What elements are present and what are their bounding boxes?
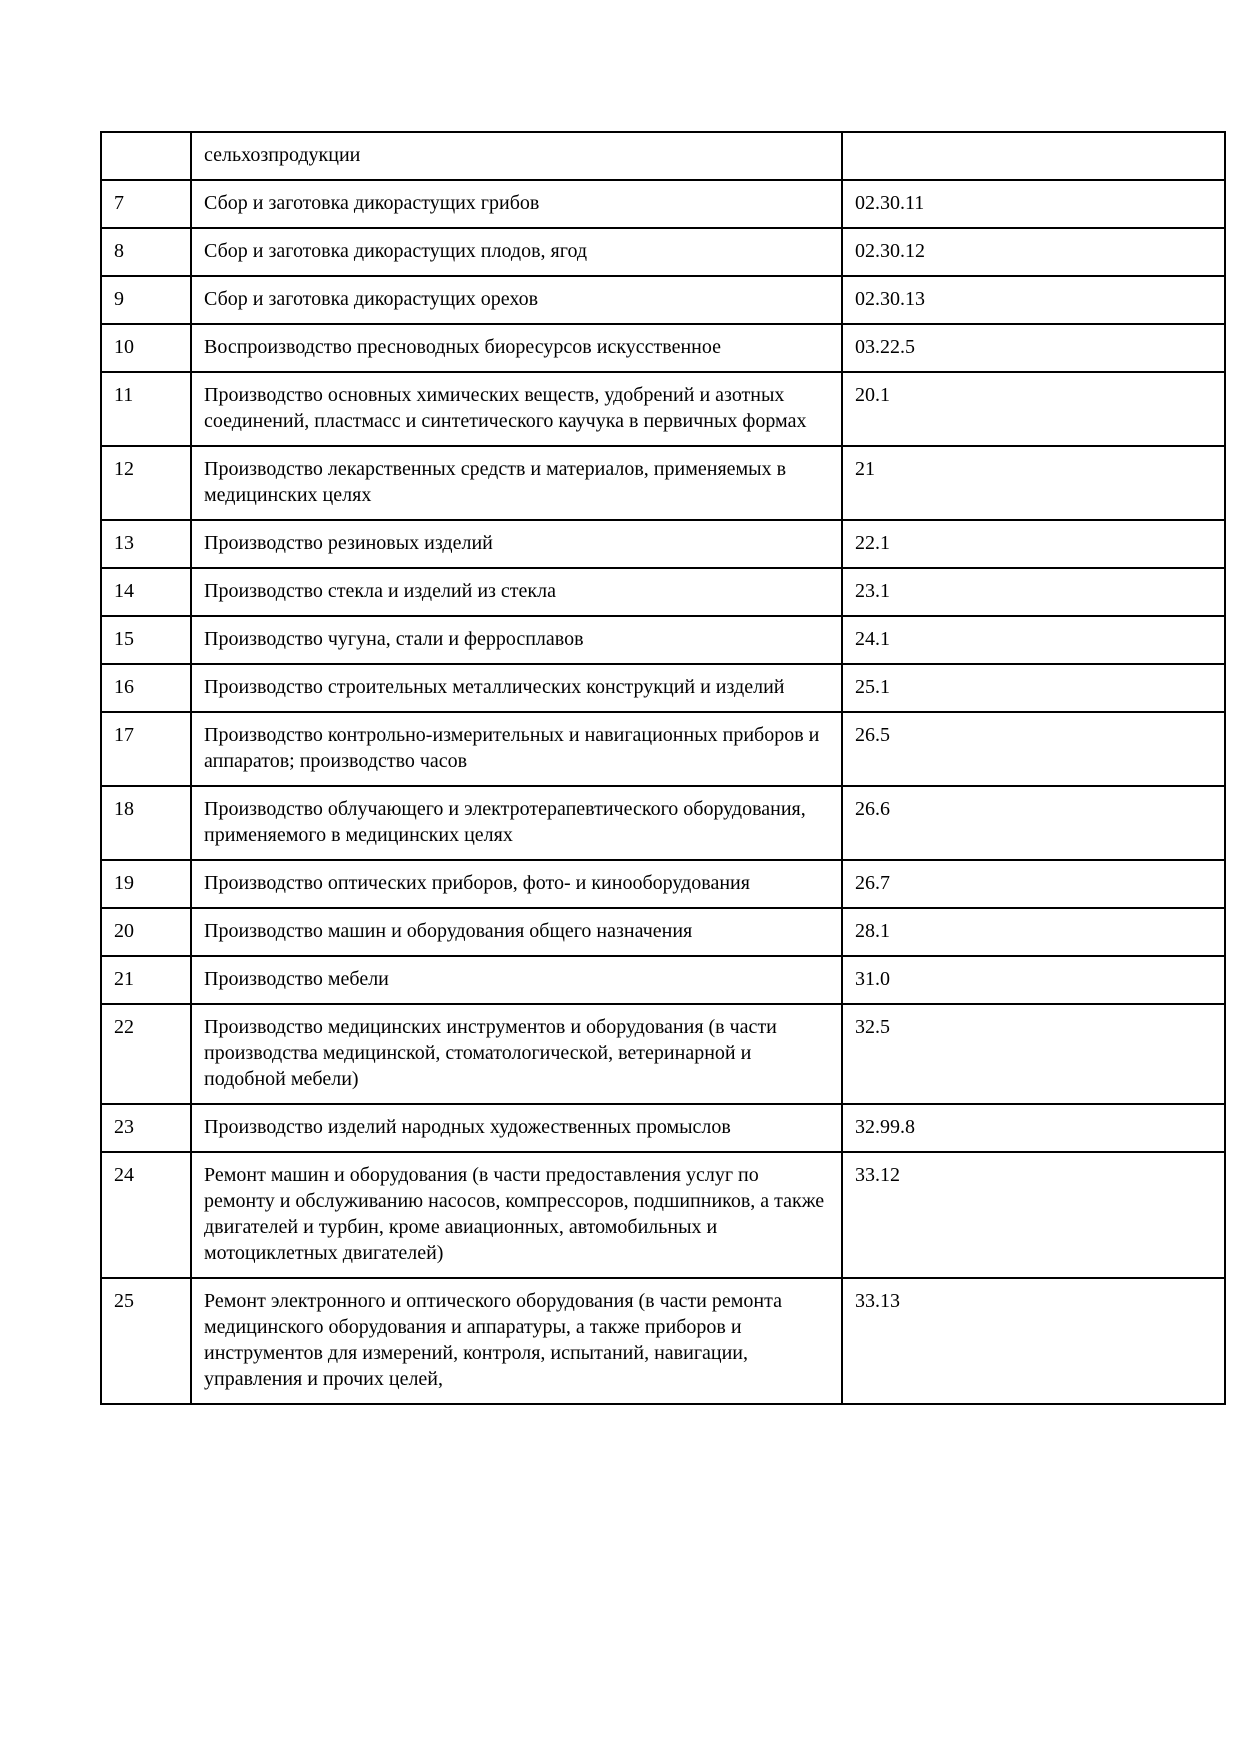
table-row xyxy=(101,1004,1225,1104)
activity-name-cell: Производство оптических приборов, фото- и кинооборудования xyxy=(191,860,842,908)
activities-codes-table xyxy=(100,131,1226,1405)
activity-name-cell: Производство резиновых изделий xyxy=(191,520,842,568)
okved-code-cell: 02.30.13 xyxy=(842,276,1225,324)
row-number-cell: 23 xyxy=(101,1104,191,1152)
table-row xyxy=(101,568,1225,616)
table-row xyxy=(101,324,1225,372)
table-row xyxy=(101,276,1225,324)
table-row xyxy=(101,1104,1225,1152)
table-row xyxy=(101,1152,1225,1278)
row-number-cell: 21 xyxy=(101,956,191,1004)
activity-name-cell: Сбор и заготовка дикорастущих грибов xyxy=(191,180,842,228)
table-row xyxy=(101,956,1225,1004)
okved-code-cell xyxy=(842,132,1225,180)
table-row xyxy=(101,908,1225,956)
activity-name-cell: Производство мебели xyxy=(191,956,842,1004)
activity-name-cell: Сбор и заготовка дикорастущих плодов, ягод xyxy=(191,228,842,276)
row-number-cell: 19 xyxy=(101,860,191,908)
row-number-cell: 8 xyxy=(101,228,191,276)
row-number-cell: 16 xyxy=(101,664,191,712)
row-number-cell: 20 xyxy=(101,908,191,956)
okved-code-cell: 23.1 xyxy=(842,568,1225,616)
row-number-cell: 14 xyxy=(101,568,191,616)
activity-name-cell: Производство стекла и изделий из стекла xyxy=(191,568,842,616)
table-body xyxy=(101,132,1225,1404)
row-number-cell: 25 xyxy=(101,1278,191,1404)
row-number-cell xyxy=(101,132,191,180)
table-row xyxy=(101,664,1225,712)
activity-name-cell: Производство лекарственных средств и материалов, применяемых в медицинских целях xyxy=(191,446,842,520)
activity-name-cell: Производство изделий народных художественных промыслов xyxy=(191,1104,842,1152)
row-number-cell: 9 xyxy=(101,276,191,324)
row-number-cell: 17 xyxy=(101,712,191,786)
activity-name-cell: Производство основных химических веществ, удобрений и азотных соединений, пластмасс и синтетического каучука в первичных формах xyxy=(191,372,842,446)
row-number-cell: 15 xyxy=(101,616,191,664)
okved-code-cell: 22.1 xyxy=(842,520,1225,568)
okved-code-cell: 20.1 xyxy=(842,372,1225,446)
okved-code-cell: 28.1 xyxy=(842,908,1225,956)
table-row xyxy=(101,520,1225,568)
table-row xyxy=(101,180,1225,228)
activity-name-cell: Воспроизводство пресноводных биоресурсов искусственное xyxy=(191,324,842,372)
row-number-cell: 11 xyxy=(101,372,191,446)
okved-code-cell: 26.5 xyxy=(842,712,1225,786)
okved-code-cell: 25.1 xyxy=(842,664,1225,712)
activity-name-cell: Ремонт машин и оборудования (в части предоставления услуг по ремонту и обслуживанию насосов, компрессоров, подшипников, а также двигателей и турбин, кроме авиационных, автомобильных и мотоциклетных двигателей) xyxy=(191,1152,842,1278)
activity-name-cell: Производство облучающего и электротерапевтического оборудования, применяемого в медицинских целях xyxy=(191,786,842,860)
row-number-cell: 10 xyxy=(101,324,191,372)
table-row xyxy=(101,860,1225,908)
table-row xyxy=(101,372,1225,446)
okved-code-cell: 21 xyxy=(842,446,1225,520)
activity-name-cell: Ремонт электронного и оптического оборудования (в части ремонта медицинского оборудования и аппаратуры, а также приборов и инструментов для измерений, контроля, испытаний, навигации, управления и прочих целей, xyxy=(191,1278,842,1404)
row-number-cell: 22 xyxy=(101,1004,191,1104)
activity-name-cell: Сбор и заготовка дикорастущих орехов xyxy=(191,276,842,324)
row-number-cell: 12 xyxy=(101,446,191,520)
table-row xyxy=(101,786,1225,860)
okved-code-cell: 02.30.12 xyxy=(842,228,1225,276)
table-row xyxy=(101,446,1225,520)
activity-name-cell: сельхозпродукции xyxy=(191,132,842,180)
activity-name-cell: Производство строительных металлических конструкций и изделий xyxy=(191,664,842,712)
table-row xyxy=(101,712,1225,786)
okved-code-cell: 33.12 xyxy=(842,1152,1225,1278)
activity-name-cell: Производство чугуна, стали и ферросплавов xyxy=(191,616,842,664)
row-number-cell: 7 xyxy=(101,180,191,228)
activity-name-cell: Производство контрольно-измерительных и навигационных приборов и аппаратов; производство часов xyxy=(191,712,842,786)
okved-code-cell: 33.13 xyxy=(842,1278,1225,1404)
okved-code-cell: 26.7 xyxy=(842,860,1225,908)
okved-code-cell: 31.0 xyxy=(842,956,1225,1004)
table-row xyxy=(101,132,1225,180)
row-number-cell: 13 xyxy=(101,520,191,568)
row-number-cell: 24 xyxy=(101,1152,191,1278)
activity-name-cell: Производство машин и оборудования общего назначения xyxy=(191,908,842,956)
okved-code-cell: 32.99.8 xyxy=(842,1104,1225,1152)
table-row xyxy=(101,616,1225,664)
row-number-cell: 18 xyxy=(101,786,191,860)
okved-code-cell: 32.5 xyxy=(842,1004,1225,1104)
okved-code-cell: 24.1 xyxy=(842,616,1225,664)
okved-code-cell: 02.30.11 xyxy=(842,180,1225,228)
okved-code-cell: 26.6 xyxy=(842,786,1225,860)
table-row xyxy=(101,228,1225,276)
table-row xyxy=(101,1278,1225,1404)
okved-code-cell: 03.22.5 xyxy=(842,324,1225,372)
activity-name-cell: Производство медицинских инструментов и оборудования (в части производства медицинской, стоматологической, ветеринарной и подобной мебели) xyxy=(191,1004,842,1104)
